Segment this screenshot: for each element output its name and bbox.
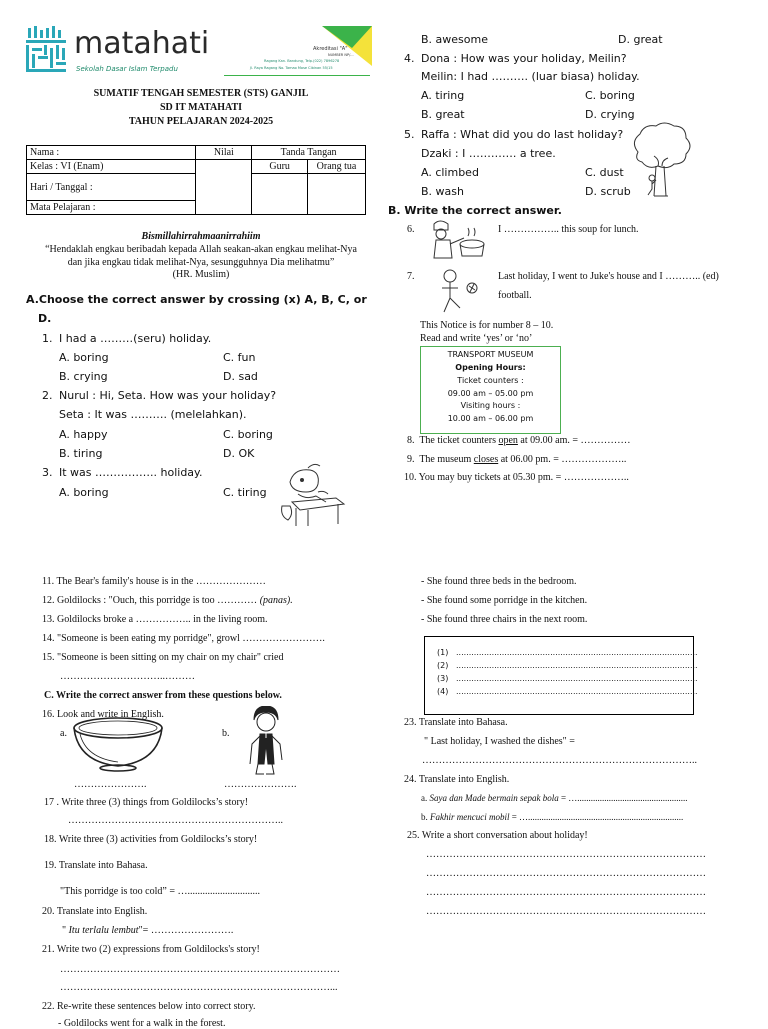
q1-option-d[interactable]: D. sad xyxy=(223,370,258,383)
section-a-heading-cont: D. xyxy=(38,312,52,325)
score-cell[interactable] xyxy=(196,160,252,215)
notice-hours: Opening Hours: xyxy=(455,363,526,372)
notice-counters: Ticket counters : xyxy=(457,376,524,385)
q17: 17 . Write three (3) things from Goldilocks’s story! xyxy=(44,797,249,808)
q8 xyxy=(407,435,631,446)
bismillah: Bismillahirrahmaanirrahiim xyxy=(141,231,261,242)
signature-header: Tanda Tangan xyxy=(252,146,366,160)
q5-option-b[interactable]: B. wash xyxy=(421,185,464,198)
q23-answer-line[interactable]: ……………………………………………………………………….. xyxy=(422,755,697,766)
q15-answer-line[interactable]: …………………………..……… xyxy=(60,671,195,682)
q10 xyxy=(404,472,629,483)
q24-b[interactable] xyxy=(421,812,683,822)
q24-b-phrase: Fakhir mencuci mobil xyxy=(430,812,510,822)
q1-option-a[interactable]: A. boring xyxy=(59,351,109,364)
q1-text: I had a ………(seru) holiday. xyxy=(59,332,212,345)
exam-title-3: TAHUN PELAJARAN 2024-2025 xyxy=(128,116,274,127)
story-sentence-1: - She found three beds in the bedroom. xyxy=(421,576,577,587)
q1-number: 1. xyxy=(42,332,53,345)
q4-option-d[interactable]: D. crying xyxy=(585,108,635,121)
story-sentence-2: - She found some porridge in the kitchen. xyxy=(421,595,588,606)
q25: 25. Write a short conversation about holiday! xyxy=(407,830,588,841)
notice-intro-1: This Notice is for number 8 – 10. xyxy=(420,320,554,331)
notice-counters-time: 09.00 am – 05.00 pm xyxy=(447,389,534,398)
q9-text-post: at 06.00 pm. = ……………….. xyxy=(498,454,627,465)
exam-title-2: SD IT MATAHATI xyxy=(159,102,243,113)
notice-visiting-time: 10.00 am – 06.00 pm xyxy=(447,414,534,423)
q14: 14. "Someone is been eating my porridge", growl ……………………. xyxy=(42,633,325,644)
q17-answer-line[interactable]: ……………………………………………………….. xyxy=(68,815,283,826)
exam-title-1: SUMATIF TENGAH SEMESTER (STS) GANJIL xyxy=(93,88,309,99)
q13: 13. Goldilocks broke a …………….. in the living room. xyxy=(42,614,268,625)
box-line-1-dots: ............................................................................................... xyxy=(455,648,698,657)
q7-number: 7. xyxy=(407,271,415,282)
man-illustration xyxy=(244,706,286,776)
q5-text-2: Dzaki : I …………. a tree. xyxy=(421,147,556,160)
q25-answer-line-1[interactable]: ………………………………………………………………………… xyxy=(426,849,706,860)
notice-visiting: Visiting hours : xyxy=(460,401,521,410)
teacher-signature-cell[interactable] xyxy=(252,174,308,215)
q24-a[interactable] xyxy=(421,793,688,803)
notice-title: TRANSPORT MUSEUM xyxy=(447,350,534,359)
q4-option-a[interactable]: A. tiring xyxy=(421,89,465,102)
box-line-4-dots: ............................................................................................... xyxy=(455,687,698,696)
header-underline xyxy=(224,75,370,76)
box-line-2-label: (2) xyxy=(437,661,449,670)
bowl-illustration xyxy=(70,714,166,774)
q24-a-label: a. xyxy=(421,793,430,803)
q12 xyxy=(42,595,293,606)
section-c-heading: C. Write the correct answer from these questions below. xyxy=(44,690,282,701)
q18: 18. Write three (3) activities from Goldilocks’s story! xyxy=(44,834,258,845)
q20-phrase: Itu terlalu lembut xyxy=(68,925,139,936)
q22-first-sentence: - Goldilocks went for a walk in the forest. xyxy=(58,1018,226,1029)
q23: 23. Translate into Bahasa. xyxy=(404,717,508,728)
box-line-3-label: (3) xyxy=(437,674,449,683)
q2-option-b[interactable]: B. tiring xyxy=(59,447,103,460)
box-line-2[interactable] xyxy=(437,661,698,670)
q5-option-d[interactable]: D. scrub xyxy=(585,185,631,198)
q9-number: 9. xyxy=(407,454,415,465)
section-a-heading: A.Choose the correct answer by crossing (x) A, B, C, or xyxy=(26,293,367,306)
q2-option-a[interactable]: A. happy xyxy=(59,428,108,441)
date-cell[interactable]: Hari / Tanggal : xyxy=(27,174,196,201)
q4-number: 4. xyxy=(404,52,415,65)
q24-a-answer: = …................................................. xyxy=(558,793,688,803)
box-line-1-label: (1) xyxy=(437,648,449,657)
q8-text-post: at 09.00 am. = …………… xyxy=(517,435,631,446)
parent-header: Orang tua xyxy=(308,160,366,174)
q24-b-answer: = …..................................................................... xyxy=(509,812,684,822)
parent-signature-cell[interactable] xyxy=(308,174,366,215)
logo-mark-icon xyxy=(24,26,70,74)
tree-illustration xyxy=(628,122,692,200)
q9-text-pre: The museum xyxy=(419,454,474,465)
boy-football-illustration xyxy=(436,268,484,318)
q9-underlined: closes xyxy=(473,454,499,465)
q10-text: You may buy tickets at 05.30 pm. = ……………….. xyxy=(418,472,629,483)
q5-text-1: Raffa : What did you do last holiday? xyxy=(421,128,624,141)
q3-number: 3. xyxy=(42,466,53,479)
q11: 11. The Bear's family's house is in the ………………… xyxy=(42,576,266,587)
q24-b-label: b. xyxy=(421,812,430,822)
q16-label-b: b. xyxy=(222,728,230,739)
q7-text-1: Last holiday, I went to Juke's house and I ……….. (ed) xyxy=(498,271,719,282)
name-cell[interactable]: Nama : xyxy=(27,146,196,160)
q4-option-b[interactable]: B. great xyxy=(421,108,465,121)
cooking-illustration xyxy=(428,218,488,262)
box-line-4[interactable] xyxy=(437,687,698,696)
q25-answer-line-4[interactable]: ………………………………………………………………………… xyxy=(426,906,706,917)
q19-line[interactable]: "This porridge is too cold” = …............................. xyxy=(60,886,260,897)
q4-text-2: Meilin: I had ………. (luar biasa) holiday. xyxy=(421,70,640,83)
q21-answer-line-1[interactable]: ………………………………………………………………………… xyxy=(60,964,340,975)
subject-cell[interactable]: Mata Pelajaran : xyxy=(27,201,196,215)
q19: 19. Translate into Bahasa. xyxy=(44,860,148,871)
q20-answer: "= ……………………. xyxy=(138,925,234,936)
box-line-3[interactable] xyxy=(437,674,698,683)
q1-option-c[interactable]: C. fun xyxy=(223,351,256,364)
q6-number: 6. xyxy=(407,224,415,235)
q2-option-c[interactable]: C. boring xyxy=(223,428,273,441)
q3-option-d[interactable]: D. great xyxy=(618,33,663,46)
student-identity-table xyxy=(26,145,366,215)
q5-option-a[interactable]: A. climbed xyxy=(421,166,479,179)
q22: 22. Re-write these sentences below into correct story. xyxy=(42,1001,256,1012)
q3-text: It was …………….. holiday. xyxy=(59,466,203,479)
section-b-heading: B. Write the correct answer. xyxy=(388,204,562,217)
hadith-line-1: “Hendaklah engkau beribadah kepada Allah seakan-akan engkau melihat-Nya xyxy=(45,244,357,255)
q4-option-c[interactable]: C. boring xyxy=(585,89,635,102)
q24-a-phrase: Saya dan Made bermain sepak bola xyxy=(429,793,559,803)
q15: 15. "Someone is been sitting on my chair on my chair" cried xyxy=(42,652,284,663)
q8-underlined: open xyxy=(498,435,518,446)
q4-text-1: Dona : How was your holiday, Meilin? xyxy=(421,52,627,65)
box-line-1[interactable] xyxy=(437,648,698,657)
q2-text-2: Seta : It was ………. (melelahkan). xyxy=(59,408,247,421)
q21-answer-line-2[interactable]: ………………………………………………………………………... xyxy=(60,982,338,993)
teacher-header: Guru xyxy=(252,160,308,174)
class-cell: Kelas : VI (Enam) xyxy=(27,160,196,174)
q20-line[interactable] xyxy=(62,925,233,936)
q25-answer-line-2[interactable]: ………………………………………………………………………… xyxy=(426,868,706,879)
q3-option-a[interactable]: A. boring xyxy=(59,486,109,499)
accreditation-block xyxy=(250,26,372,78)
hadith-source: (HR. Muslim) xyxy=(172,269,230,280)
q9 xyxy=(407,454,626,465)
q2-text-1: Nurul : Hi, Seta. How was your holiday? xyxy=(59,389,277,402)
score-header: Nilai xyxy=(196,146,252,160)
q2-option-d[interactable]: D. OK xyxy=(223,447,255,460)
q20: 20. Translate into English. xyxy=(42,906,148,917)
q5-number: 5. xyxy=(404,128,415,141)
box-line-3-dots: ............................................................................................... xyxy=(455,674,698,683)
address-line-1: Ragang Kan. Bandung, Telp.(022) 7896278 xyxy=(264,59,340,63)
box-line-4-label: (4) xyxy=(437,687,449,696)
q20-quote-open: " xyxy=(62,925,69,936)
story-answer-box[interactable] xyxy=(424,636,698,715)
q12-text: 12. Goldilocks : "Ouch, this porridge is too ………… xyxy=(42,595,260,606)
q16-label-a: a. xyxy=(60,728,67,739)
q5-option-c[interactable]: C. dust xyxy=(585,166,624,179)
q16: 16. Look and write in English. xyxy=(42,709,164,720)
q3-option-b[interactable]: B. awesome xyxy=(421,33,488,46)
q21: 21. Write two (2) expressions from Goldilocks's story! xyxy=(42,944,260,955)
q8-number: 8. xyxy=(407,435,415,446)
q10-number: 10. xyxy=(404,472,417,483)
story-sentence-3: - She found three chairs in the next room. xyxy=(421,614,588,625)
q12-hint: (panas). xyxy=(259,595,293,606)
logo-text: matahati xyxy=(74,26,210,61)
hadith-line-2: dan jika engkau tidak melihat-Nya, sesungguhnya Dia melihatmu” xyxy=(67,257,335,268)
box-line-2-dots: ............................................................................................... xyxy=(455,661,698,670)
q16-answer-a[interactable]: …………………. xyxy=(74,779,147,790)
q16-answer-b[interactable]: …………………. xyxy=(224,779,297,790)
q24: 24. Translate into English. xyxy=(404,774,510,785)
q6-text: I …………….. this soup for lunch. xyxy=(498,224,639,235)
logo-tagline: Sekolah Dasar Islam Terpadu xyxy=(76,65,178,73)
q8-text-pre: The ticket counters xyxy=(419,435,499,446)
q25-answer-line-3[interactable]: ………………………………………………………………………… xyxy=(426,887,706,898)
q7-text-2: football. xyxy=(498,290,532,301)
q23-quote: " Last holiday, I washed the dishes" = xyxy=(424,736,575,747)
address-line-2: Jl. Raya Ragang No. Tamao Mose Cibinan 55/15 xyxy=(250,66,333,70)
notice-intro-2: Read and write ‘yes’ or ‘no’ xyxy=(420,333,533,344)
q1-option-b[interactable]: B. crying xyxy=(59,370,108,383)
q2-number: 2. xyxy=(42,389,53,402)
school-logo xyxy=(24,26,244,76)
accreditation-sub: NUMBER NP/... xyxy=(328,53,354,57)
child-eating-illustration xyxy=(278,462,350,534)
q3-option-c[interactable]: C. tiring xyxy=(223,486,267,499)
accreditation-label: Akreditasi "A" xyxy=(313,46,348,52)
museum-notice xyxy=(420,346,561,434)
